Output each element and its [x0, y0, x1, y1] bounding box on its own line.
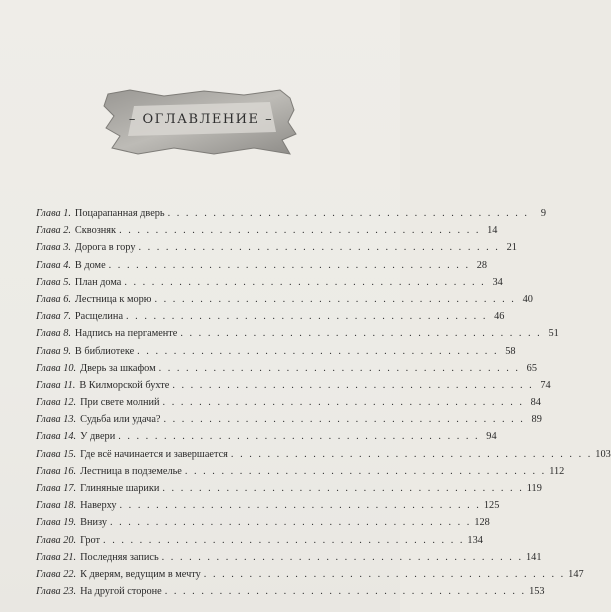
dot-leader: . . . . . . . . . . . . . . . . . . . . . . . . . . . . . . . . . . . . . . . .	[184, 465, 547, 477]
toc-entry	[36, 239, 517, 256]
chapter-number: Глава 4.	[36, 259, 71, 271]
dot-leader: . . . . . . . . . . . . . . . . . . . . . . . . . . . . . . . . . . . . . . . .	[138, 242, 500, 254]
chapter-number: Глава 7.	[36, 311, 71, 323]
chapter-number: Глава 17.	[36, 483, 77, 494]
toc-entry	[36, 514, 490, 531]
toc-entry	[36, 222, 498, 239]
dot-leader: . . . . . . . . . . . . . . . . . . . . . . . . . . . . . . . . . . . . . . . .	[230, 448, 593, 460]
chapter-number: Глава 1.	[36, 208, 71, 219]
toc-entry	[36, 205, 546, 222]
chapter-title: Судьба или удача?	[80, 414, 161, 426]
page-number: 40	[522, 293, 533, 305]
table-of-contents	[36, 205, 611, 600]
toc-entry	[36, 308, 505, 325]
chapter-title: Дверь за шкафом	[80, 362, 156, 374]
page-number: 94	[486, 431, 497, 443]
page-number: 9	[540, 208, 546, 219]
chapter-title: Расщелина	[74, 311, 124, 323]
toc-entry	[36, 446, 611, 463]
toc-entry	[36, 463, 565, 480]
toc-entry	[36, 394, 541, 411]
chapter-number: Глава 13.	[36, 414, 77, 426]
page-number: 84	[530, 397, 541, 409]
chapter-title: Последняя запись	[80, 551, 159, 563]
page-number: 119	[526, 483, 542, 494]
toc-entry	[36, 411, 542, 428]
chapter-number: Глава 3.	[36, 242, 71, 254]
chapter-number: Глава 22.	[36, 568, 77, 580]
page-number: 128	[474, 517, 490, 529]
chapter-title: У двери	[80, 431, 116, 443]
page-number: 51	[548, 328, 559, 340]
page-number: 74	[540, 379, 551, 391]
chapter-title: На другой стороне	[80, 586, 162, 598]
page-number: 34	[492, 276, 503, 288]
toc-entry	[36, 343, 516, 360]
dot-leader: . . . . . . . . . . . . . . . . . . . . . . . . . . . . . . . . . . . . . . . .	[162, 483, 524, 494]
dot-leader: . . . . . . . . . . . . . . . . . . . . . . . . . . . . . . . . . . . . . . . .	[203, 568, 566, 580]
toc-entry	[36, 274, 503, 291]
chapter-title: При свете молний	[80, 397, 160, 409]
page-number: 21	[506, 242, 517, 254]
dot-leader: . . . . . . . . . . . . . . . . . . . . . . . . . . . . . . . . . . . . . . . .	[172, 379, 534, 391]
toc-entry	[36, 325, 559, 342]
chapter-title: К дверям, ведущим в мечту	[80, 568, 201, 580]
chapter-title: Надпись на пергаменте	[74, 328, 178, 340]
toc-entry	[36, 377, 551, 394]
dot-leader: . . . . . . . . . . . . . . . . . . . . . . . . . . . . . . . . . . . . . . . .	[158, 362, 520, 374]
toc-entry	[36, 583, 545, 600]
dot-leader: . . . . . . . . . . . . . . . . . . . . . . . . . . . . . . . . . . . . . . . .	[108, 259, 471, 271]
page-number: 125	[483, 500, 500, 512]
contents-heading: – ОГЛАВЛЕНИЕ –	[128, 112, 274, 127]
toc-entry	[36, 428, 497, 445]
chapter-title: Поцарапанная дверь	[74, 208, 165, 219]
toc-entry	[36, 549, 542, 566]
toc-entry	[36, 566, 584, 583]
chapter-number: Глава 2.	[36, 225, 71, 237]
dot-leader: . . . . . . . . . . . . . . . . . . . . . . . . . . . . . . . . . . . . . . . .	[124, 276, 486, 288]
chapter-number: Глава 5.	[36, 276, 71, 288]
dot-leader: . . . . . . . . . . . . . . . . . . . . . . . . . . . . . . . . . . . . . . . .	[126, 311, 488, 323]
page-number: 65	[526, 362, 537, 374]
page-number: 46	[494, 311, 505, 323]
page-number: 14	[487, 225, 498, 237]
dot-leader: . . . . . . . . . . . . . . . . . . . . . . . . . . . . . . . . . . . . . . . .	[164, 586, 527, 598]
page-number: 147	[568, 568, 584, 580]
chapter-number: Глава 6.	[36, 293, 71, 305]
dot-leader: . . . . . . . . . . . . . . . . . . . . . . . . . . . . . . . . . . . . . . . .	[119, 225, 481, 237]
dot-leader: . . . . . . . . . . . . . . . . . . . . . . . . . . . . . . . . . . . . . . . .	[103, 534, 465, 546]
page-number: 58	[505, 345, 516, 357]
dot-leader: . . . . . . . . . . . . . . . . . . . . . . . . . . . . . . . . . . . . . . . .	[118, 431, 480, 443]
page-number: 153	[529, 586, 545, 598]
dot-leader: . . . . . . . . . . . . . . . . . . . . . . . . . . . . . . . . . . . . . . . .	[137, 345, 499, 357]
chapter-title: В доме	[74, 259, 106, 271]
chapter-title: Сквозняк	[74, 225, 117, 237]
chapter-number: Глава 14.	[36, 431, 77, 443]
page-number: 134	[467, 534, 483, 546]
toc-entry	[36, 257, 488, 274]
dot-leader: . . . . . . . . . . . . . . . . . . . . . . . . . . . . . . . . . . . . . . . .	[161, 551, 524, 563]
chapter-number: Глава 8.	[36, 328, 71, 340]
chapter-title: Лестница в подземелье	[80, 465, 182, 477]
page-number: 89	[531, 414, 542, 426]
chapter-title: Дорога в гору	[74, 242, 136, 254]
toc-entry	[36, 532, 483, 549]
page-number: 103	[595, 448, 611, 460]
dot-leader: . . . . . . . . . . . . . . . . . . . . . . . . . . . . . . . . . . . . . . . .	[180, 328, 542, 340]
chapter-number: Глава 16.	[36, 465, 77, 477]
chapter-title: Лестница к морю	[74, 293, 152, 305]
chapter-number: Глава 23.	[36, 586, 77, 598]
dot-leader: . . . . . . . . . . . . . . . . . . . . . . . . . . . . . . . . . . . . . . . .	[154, 293, 516, 305]
toc-entry	[36, 497, 500, 514]
chapter-number: Глава 19.	[36, 517, 77, 529]
toc-entry	[36, 291, 533, 308]
page-number: 112	[549, 465, 565, 477]
chapter-title: В библиотеке	[74, 345, 135, 357]
chapter-number: Глава 9.	[36, 345, 71, 357]
page-number: 141	[526, 551, 542, 563]
heading-banner	[104, 88, 298, 158]
chapter-number: Глава 21.	[36, 551, 77, 563]
chapter-title: Внизу	[80, 517, 107, 529]
chapter-title: В Килморской бухте	[79, 379, 170, 391]
dot-leader: . . . . . . . . . . . . . . . . . . . . . . . . . . . . . . . . . . . . . . . .	[109, 517, 472, 529]
chapter-number: Глава 12.	[36, 397, 77, 409]
dot-leader: . . . . . . . . . . . . . . . . . . . . . . . . . . . . . . . . . . . . . . . .	[167, 208, 529, 219]
chapter-title: Где всё начинается и завершается	[80, 448, 228, 460]
chapter-number: Глава 11.	[36, 379, 76, 391]
page-number: 28	[476, 259, 488, 271]
dot-leader: . . . . . . . . . . . . . . . . . . . . . . . . . . . . . . . . . . . . . . . .	[119, 500, 481, 512]
dot-leader: . . . . . . . . . . . . . . . . . . . . . . . . . . . . . . . . . . . . . . . .	[163, 414, 525, 426]
toc-entry	[36, 480, 542, 497]
chapter-number: Глава 10.	[36, 362, 77, 374]
chapter-title: Глиняные шарики	[80, 483, 160, 494]
chapter-number: Глава 20.	[36, 534, 77, 546]
chapter-title: Грот	[80, 534, 101, 546]
dot-leader: . . . . . . . . . . . . . . . . . . . . . . . . . . . . . . . . . . . . . . . .	[162, 397, 524, 409]
chapter-number: Глава 18.	[36, 500, 77, 512]
chapter-title: План дома	[74, 276, 122, 288]
toc-entry	[36, 360, 537, 377]
chapter-title: Наверху	[80, 500, 117, 512]
chapter-number: Глава 15.	[36, 448, 77, 460]
